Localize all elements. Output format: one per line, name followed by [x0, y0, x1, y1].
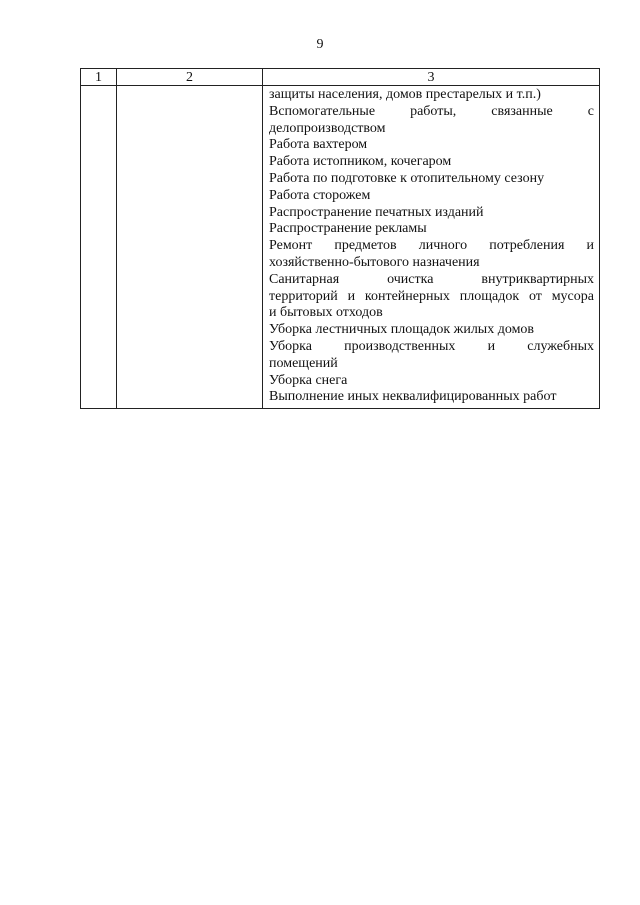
- cell-column-3: [263, 86, 600, 409]
- cell-column-1: [81, 86, 117, 409]
- list-item: Уборка лестничных площадок жилых домов: [269, 322, 535, 338]
- list-item: защиты населения, домов престарелых и т.п.): [269, 87, 541, 102]
- list-item-line: территорий и контейнерных площадок от мусора: [269, 288, 594, 304]
- list-item: [269, 272, 594, 322]
- list-item: Работа по подготовке к отопительному сезону: [269, 170, 545, 186]
- list-item-line: хозяйственно-бытового назначения: [269, 254, 480, 270]
- list-item: Работа сторожем: [269, 187, 371, 203]
- list-item: Распространение печатных изданий: [269, 204, 484, 220]
- cell-column-2: [117, 86, 263, 409]
- table-header-row: [81, 69, 600, 86]
- column-header-2: 2: [117, 69, 263, 86]
- list-item: Распространение рекламы: [269, 221, 427, 237]
- list-item-line: и бытовых отходов: [269, 305, 383, 321]
- list-item: [269, 339, 594, 373]
- list-item-line: Санитарная очистка внутриквартирных: [269, 271, 594, 287]
- page-number: 9: [316, 37, 324, 52]
- list-item: [269, 104, 594, 138]
- column-header-1: 1: [81, 69, 117, 86]
- list-item: Работа истопником, кочегаром: [269, 154, 452, 170]
- list-item-line: Ремонт предметов личного потребления и: [269, 238, 594, 254]
- list-item-line: Уборка производственных и служебных: [269, 338, 594, 354]
- table-row: [81, 86, 600, 409]
- list-item: Работа вахтером: [269, 137, 368, 153]
- document-table: [80, 68, 600, 409]
- list-item: Выполнение иных неквалифицированных работ: [269, 389, 557, 405]
- list-item: [269, 238, 594, 272]
- list-item-line: помещений: [269, 355, 338, 371]
- column-header-3: 3: [263, 69, 600, 86]
- list-item-line: Вспомогательные работы, связанные с: [269, 103, 594, 119]
- list-item-line: делопроизводством: [269, 120, 386, 136]
- list-item: Уборка снега: [269, 372, 348, 388]
